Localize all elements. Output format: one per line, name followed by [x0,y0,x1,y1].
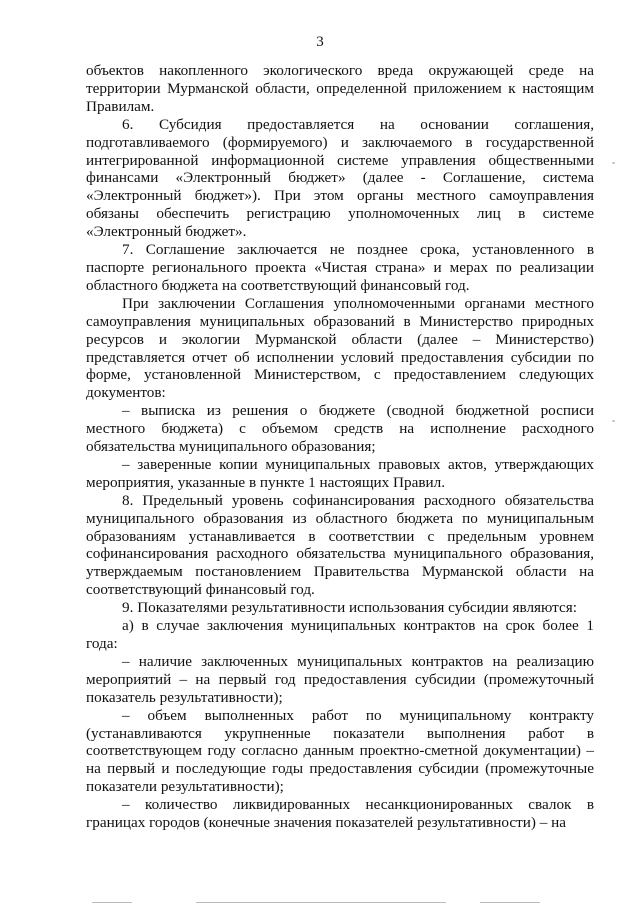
paragraph: 6. Субсидия предоставляется на основании соглашения, подготавливаемого (формируемого) и заключаемого в государственной интегрированной информационной системе управления общественными финансами «Электронный бюджет» (далее - Соглашение, система «Электронный бюджет»). При этом органы местного самоуправления обязаны обеспечить регистрацию уполномоченных лиц в системе «Электронный бюджет». [86,115,594,241]
footer-rule [196,902,446,903]
paragraph: объектов накопленного экологического вреда окружающей среде на территории Мурманской области, определенной приложением к настоящим Правилам. [86,62,594,115]
list-item: – объем выполненных работ по муниципальному контракту (устанавливаются укрупненные показатели выполнения работ в соответствующем году согласно данным проектно-сметной документации) – на первый и последующие годы предоставления субсидии (промежуточные показатели результативности); [86,706,594,796]
footer-rule [92,902,132,903]
paragraph: 8. Предельный уровень софинансирования расходного обязательства муниципального образования из областного бюджета по муниципальным образованиям устанавливается в соответствии с предельным уровнем софинансирования расходного обязательства муниципального образования, утверждаемым постановлением Правительства Мурманской области на соответствующий финансовый год. [86,491,594,599]
scan-mark [612,162,615,164]
list-item: – выписка из решения о бюджете (сводной бюджетной росписи местного бюджета) с объемом средств на исполнение расходного обязательства муниципального образования; [86,402,594,456]
paragraph: При заключении Соглашения уполномоченными органами местного самоуправления муниципальных образований в Министерство природных ресурсов и экологии Мурманской области (далее – Министерство) представляется отчет об исполнении условий предоставления субсидии по форме, установленной Министерством, с предоставлением следующих документов: [86,294,594,402]
list-item: – наличие заключенных муниципальных контрактов на реализацию мероприятий – на первый год предоставления субсидии (промежуточный показатель результативности); [86,652,594,706]
list-item: – количество ликвидированных несанкционированных свалок в границах городов (конечные значения показателей результативности) – на [86,796,594,832]
scan-mark [612,420,615,422]
paragraph: 9. Показателями результативности использования субсидии являются: [122,599,577,617]
document-body [86,62,594,832]
list-item: – заверенные копии муниципальных правовых актов, утверждающих мероприятия, указанные в пункте 1 настоящих Правил. [86,455,594,491]
footer-rule [480,902,540,903]
page-number: 3 [316,34,324,50]
paragraph: а) в случае заключения муниципальных контрактов на срок более 1 года: [86,617,594,652]
paragraph: 7. Соглашение заключается не позднее срока, установленного в паспорте регионального проекта «Чистая страна» и мерах по реализации областного бюджета на соответствующий финансовый год. [86,241,594,294]
